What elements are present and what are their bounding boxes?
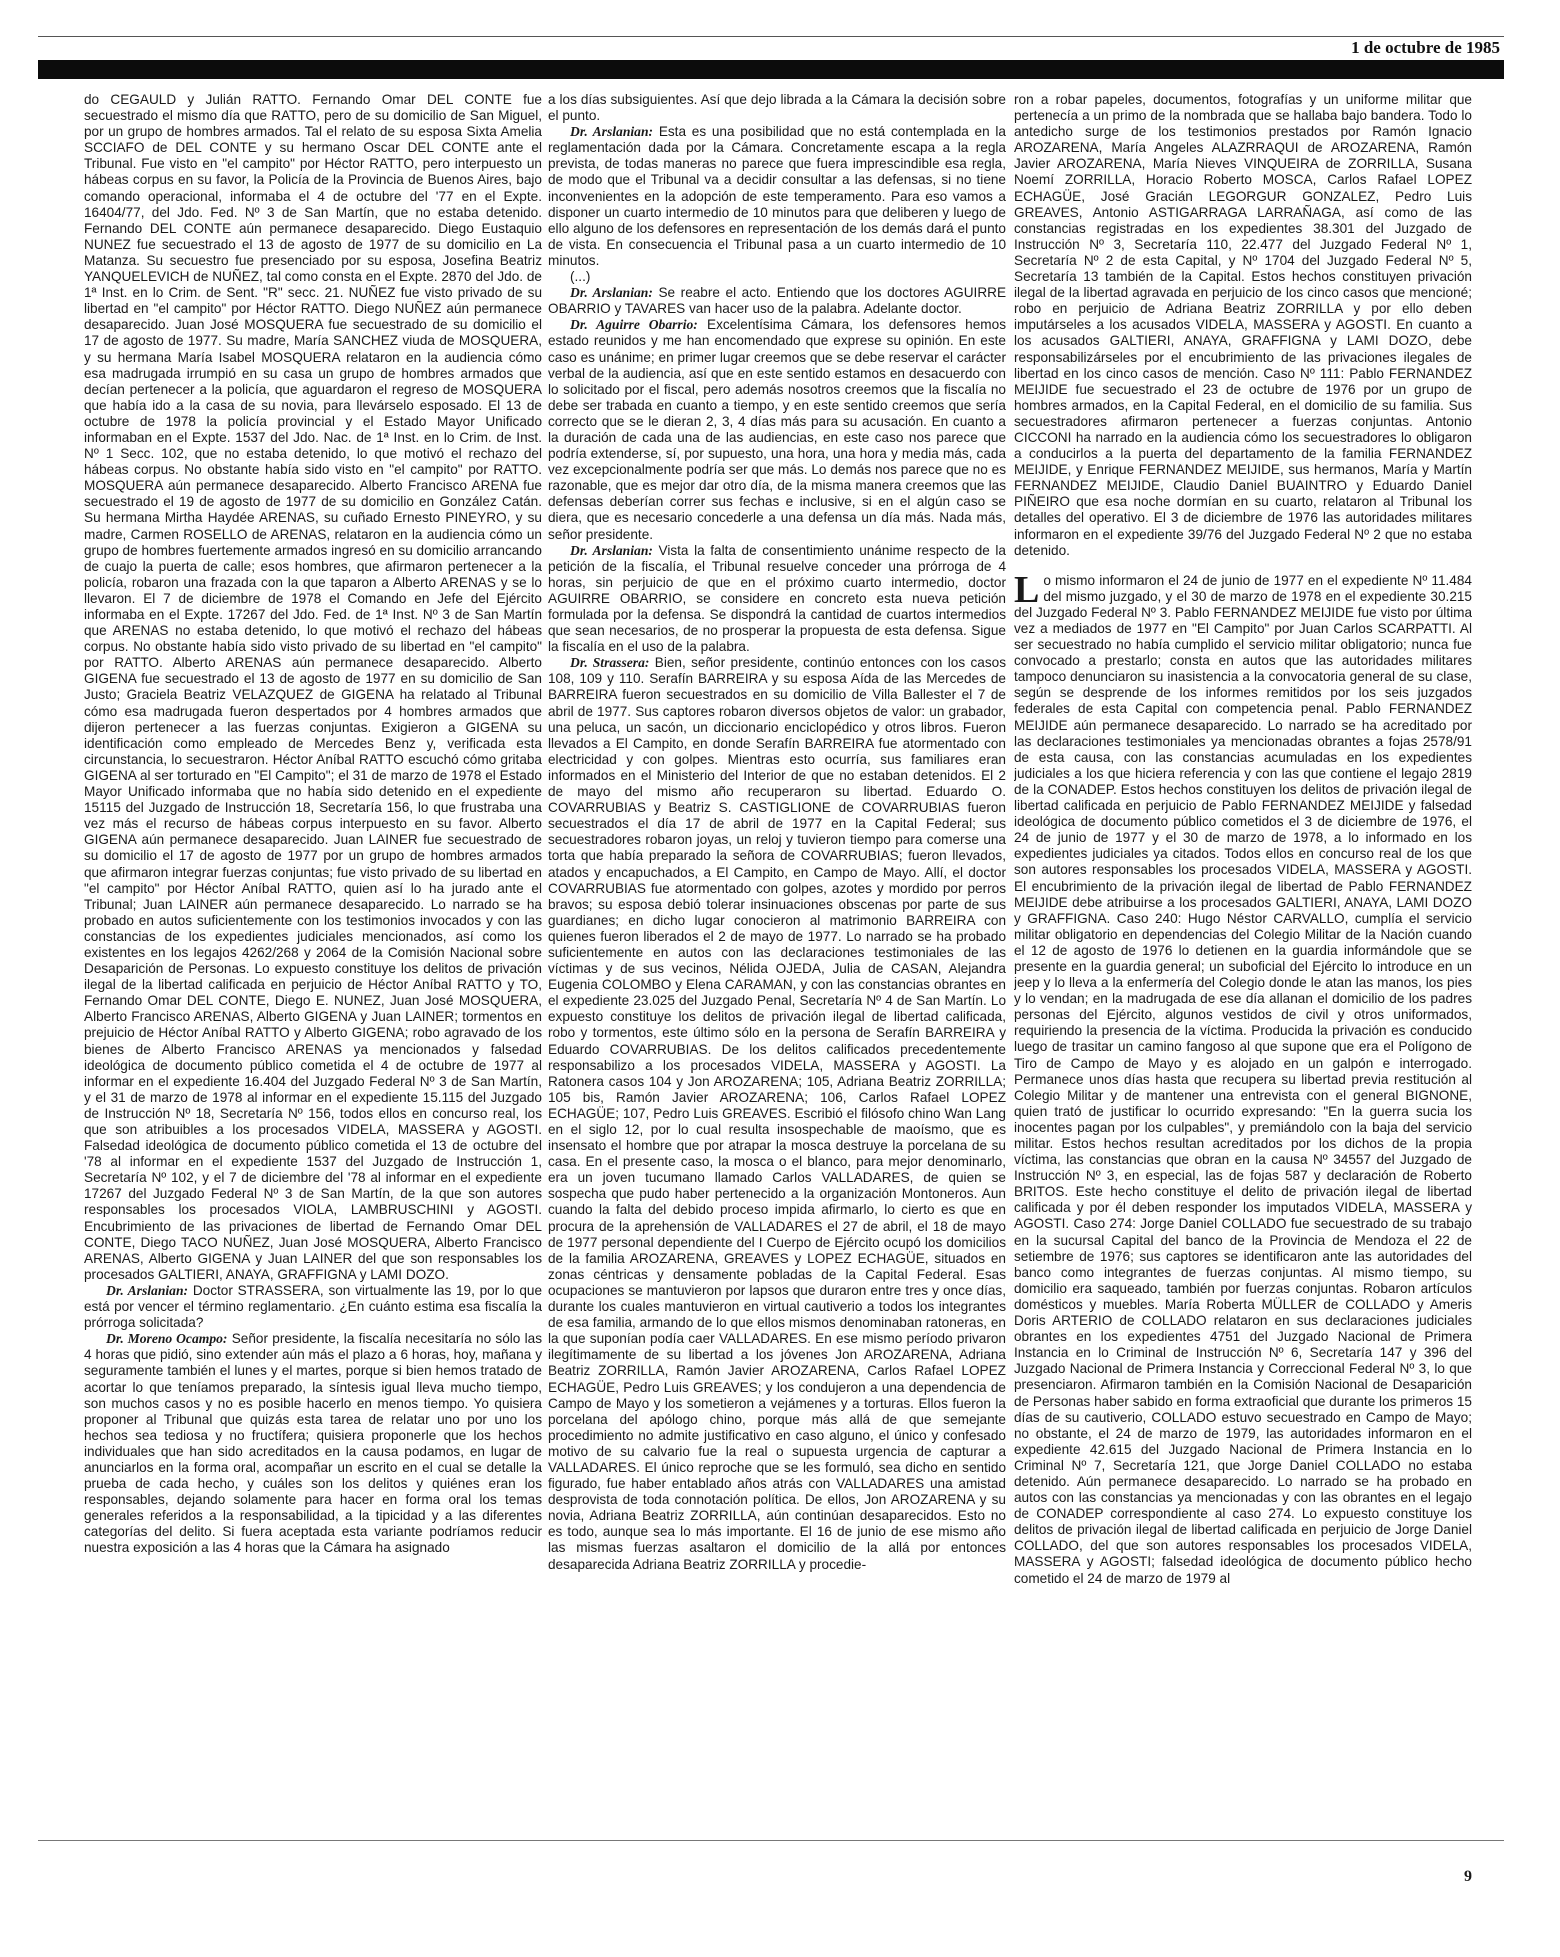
bottom-rule [38,1840,1504,1841]
drop-cap: L [1014,568,1040,611]
issue-date: 1 de octubre de 1985 [1351,38,1500,57]
paragraph-text: ron a robar papeles, documentos, fotografías y un uniforme militar que pertenecía a un primo de la nombrada que se hallaba bajo bandera. Todo lo antedicho surge de los testimonios prestados por Ramón Ignacio AROZARENA, María Angeles ALAZRRAQUI de AROZARENA, Ramón Javier AROZARENA, María Nieves VINQUEIRA de ZORRILLA, Susana Noemí ZORRILLA, Horacio Roberto MOSCA, Carlos Rafael LOPEZ ECHAGÜE, José Gracián LEGORGUR GONZALEZ, Pedro Luis GREAVES, Antonio ASTIGARRAGA LARRAÑAGA, así como de las constancias registradas en los expedientes 38.301 del Juzgado de Instrucción Nº 3, Secretaría 110, 22.477 del Juzgado Federal Nº 1, Secretaría Nº 2 de esta Capital, y Nº 1704 del Juzgado Federal Nº 5, Secretaría 13 también de la Capital. Estos hechos constituyen privación ilegal de la libertad agravada en perjuicio de los cinco casos que mencioné; robo en perjuicio de Adriana Beatriz ZORRILLA y por ello deben imputárseles a los acusados VIDELA, MASSERA y AGOSTI. En cuanto a los acusados GALTIERI, ANAYA, GRAFFIGNA y LAMI DOZO, debe responsabilizárseles por el encubrimiento de las privaciones ilegales de libertad en los cinco casos de mención. Caso Nº 111: Pablo FERNANDEZ MEIJIDE fue secuestrado el 23 de octubre de 1976 por un grupo de hombres armados, en la Capital Federal, en el domicilio de su familia. Sus secuestradores afirmaron pertenecer a fuerzas conjuntas. Antonio CICCONI ha narrado en la audiencia cómo los secuestradores lo obligaron a conducirlos a la puerta del departamento de la familia FERNANDEZ MEIJIDE, y Enrique FERNANDEZ MEIJIDE, sus hermanos, María y Martín FERNANDEZ MEIJIDE, Claudio Daniel BUAINTRO y Eduardo Daniel PIÑEIRO que esa noche dormían en su cuarto, relataron al Tribunal los detalles del operativo. El 3 de diciembre de 1976 las autoridades militares informaron en el expediente 39/76 del Juzgado Federal Nº 2 que no estaba detenido. [1014,92,1472,558]
paragraph-text: o mismo informaron el 24 de junio de 1977 en el expediente Nº 11.484 del mismo juzgado, y el 30 de marzo de 1978 en el expediente 30.215 del Juzgado Federal Nº 3. Pablo FERNANDEZ MEIJIDE fue visto por última vez a mediados de 1977 en "El Campito" por Juan Carlos SCARPATTI. Al ser secuestrado no había cumplido el servicio militar obligatorio; nunca fue convocado a prestarlo; consta en autos que las autoridades militares tampoco denunciaron su inasistencia a la convocatoria general de su clase, según se desprende de los informes remitidos por los seis juzgados federales de esta Capital con competencia penal. Pablo FERNANDEZ MEIJIDE aún permanece desaparecido. Lo narrado se ha acreditado por las declaraciones testimoniales ya mencionadas obrantes a fojas 2578/91 de esta causa, con las constancias acumuladas en los expedientes judiciales a los que hiciera referencia y con las que contiene el legajo 2819 de la CONADEP. Estos hechos constituyen los delitos de privación ilegal de libertad calificada en perjuicio de Pablo FERNANDEZ MEIJIDE y falsedad ideológica de documento público cometidos el 3 de diciembre de 1976, el 24 de junio de 1977 y el 30 de marzo de 1978, a lo informado en los expedientes judiciales ya citados. Todos ellos en concurso real de los que son autores responsables los procesados VIDELA, MASSERA y AGOSTI. El encubrimiento de la privación ilegal de libertad de Pablo FERNANDEZ MEIJIDE debe atribuirse a los procesados GALTIERI, ANAYA, LAMI DOZO y GRAFFIGNA. Caso 240: Hugo Néstor CARVALLO, cumplía el servicio militar obligatorio en dependencias del Colegio Militar de la Nación cuando el 12 de agosto de 1976 lo detienen en la guardia informándole que se presente en la guardia general; un suboficial del Ejército lo introduce en un jeep y lo lleva a la enfermería del Colegio donde le atan las manos, los pies y lo vendan; en la madrugada de ese día allanan el domicilio de los padres personas del Ejército, algunos vestidos de civil y otros uniformados, requiriendo la presencia de la víctima. Producida la privación es conducido luego de trasitar un camino fangoso al que supone que era el Polígono de Tiro de Campo de Mayo y es alojado en un galpón e interrogado. Permanece unos días hasta que recupera su libertad previa restitución al Colegio Militar y de mantener una entrevista con el general BIGNONE, quien trató de justificar lo ocurrido expresando: "En la guerra sucia los inocentes pagan por los culpables", y premiándolo con la baja del servicio militar. Estos hechos resultan acreditados por los dichos de la propia víctima, las constancias que obran en la causa Nº 34557 del Juzgado de Instrucción Nº 3, en especial, las de fojas 587 y declaración de Roberto BRITOS. Este hecho constituye el delito de privación ilegal de libertad calificada y por él deben responder los imputados VIDELA, MASSERA y AGOSTI. Caso 274: Jorge Daniel COLLADO fue secuestrado de su trabajo en la sucursal Capital del banco de la Provincia de Mendoza el 22 de setiembre de 1976; sus captores se identificaron ante las autoridades del banco como integrantes de fuerzas conjuntas. Al mismo tiempo, su domicilio era saqueado, también por fuerzas conjuntas. Robaron artículos domésticos y muebles. María Roberta MÜLLER de COLLADO y Ameris Doris ARTERIO de COLLADO relataron en sus declaraciones judiciales obrantes en los expedientes 4751 del Juzgado Nacional de Primera Instancia en lo Criminal de Instrucción Nº 6, Secretaría 147 y 396 del Juzgado Nacional de Primera Instancia y Correccional Federal Nº 3, lo que presenciaron. Afirmaron también en la Comisión Nacional de Desaparición de Personas haber sabido en forma extraoficial que durante los primeros 15 días de su cautiverio, COLLADO estuvo secuestrado en Campo de Mayo; no obstante, el 24 de marzo de 1979, las autoridades informaron en el expediente 42.615 del Juzgado Nacional de Primera Instancia en lo Criminal Nº 7, Secretaría 121, que Jorge Daniel COLLADO no estaba detenido. Aún permanece desaparecido. Lo narrado se ha probado en autos con las constancias ya mencionadas y con las obrantes en el legajo de CONADEP correspondiente al caso 274. Lo expuesto constituye los delitos de privación ilegal de libertad calificada en perjuicio de Jorge Daniel COLLADO, del que son autores responsables los procesados VIDELA, MASSERA y AGOSTI; falsedad ideológica de documento público hecho cometido el 24 de marzo de 1979 al [1014,572,1472,1586]
paragraph [1014,92,1472,559]
speaker-label: Dr. Arslanian: [106,1282,189,1298]
paragraph [84,1283,542,1331]
paragraph-text: Se reabre el acto. Entiendo que los doctores AGUIRRE OBARRIO y TAVARES van hacer uso de la palabra. Adelante doctor. [548,285,1006,317]
paragraph [548,285,1006,317]
paragraph-text: Doctor STRASSERA, son virtualmente las 19, por lo que está por vencer el término reglamentario. ¿En cuánto estima esa fiscalía la prórroga solicitada? [84,1282,542,1331]
paragraph [548,655,1006,1572]
paragraph-text: Bien, señor presidente, continúo entonces con los casos 108, 109 y 110. Serafín BARREIRA y su esposa Aída de las Mercedes de BARREIRA fueron secuestrados en su domicilio de Villa Ballester el 7 de abril de 1977. Sus captores robaron diversos objetos de valor: un grabador, una peluca, un sacón, un diccionario enciclopédico y otros libros. Fueron llevados a El Campito, en donde Serafín BARREIRA fue atormentado con electricidad y con golpes. Mientras esto ocurría, sus familiares eran informados en el Ministerio del Interior de que no estaban detenidos. El 2 de mayo del mismo año recuperaron su libertad. Eduardo O. COVARRUBIAS y Beatriz S. CASTIGLIONE de COVARRUBIAS fueron secuestrados el día 17 de abril de 1977 en la Capital Federal; sus secuestradores robaron joyas, un reloj y tuvieron tiempo para comerse una torta que había preparado la señora de COVARRUBIAS; fueron llevados, atados y encapuchados, a El Campito, en Campo de Mayo. Allí, el doctor COVARRUBIAS fue atormentado con golpes, azotes y mordido por perros bravos; su esposa debió tolerar insinuaciones obscenas por parte de sus guardianes; en dicho lugar conocieron al matrimonio BARREIRA con quienes fueron liberados el 2 de mayo de 1977. Lo narrado se ha probado suficientemente en autos con las declaraciones testimoniales de las víctimas y de sus vecinos, Nélida OJEDA, Julia de CASAN, Alejandra Eugenia COLOMBO y Elena CARAMAN, y con las constancias obrantes en el expediente 23.025 del Juzgado Penal, Secretaría Nº 4 de San Martín. Lo expuesto constituye los delitos de privación ilegal de libertad calificada, robo y tormentos, este último sólo en la persona de Serafín BARREIRA y Eduardo COVARRUBIAS. De los delitos calificados precedentemente responsabilizo a los procesados VIDELA, MASSERA y AGOSTI. La Ratonera casos 104 y Jon AROZARENA; 105, Adriana Beatriz ZORRILLA; 105 bis, Ramón Javier AROZARENA; 106, Carlos Rafael LOPEZ ECHAGÜE; 107, Pedro Luis GREAVES. Escribió el filósofo chino Wan Lang en el siglo 12, por lo cual resulta insospechable de maoísmo, que es insensato el hombre que por atrapar la mosca destruye la porcelana de su casa. En el presente caso, la mosca o el blanco, para mejor denominarlo, era un joven tucumano llamado Carlos VALLADARES, de quien se sospecha que pudo haber pertenecido a la organización Montoneros. Aun cuando la falta del debido proceso impida afirmarlo, lo cierto es que en procura de la aprehensión de VALLADARES el 27 de abril, el 18 de mayo de 1977 personal dependiente del I Cuerpo de Ejército ocupó los domicilios de la familia AROZARENA, GREAVES y LOPEZ ECHAGÜE, situados en zonas céntricas y densamente pobladas de la Capital Federal. Esas ocupaciones se mantuvieron por lapsos que duraron entre tres y once días, durante los cuales mantuvieron en virtual cautiverio a todos los integrantes de esa familia, armando de lo que ellos mismos denominaban ratoneras, en la que suponían podía caer VALLADARES. En ese mismo período privaron ilegítimamente de su libertad a los jóvenes Jon AROZARENA, Adriana Beatriz ZORRILLA, Ramón Javier AROZARENA, Carlos Rafael LOPEZ ECHAGÜE, Pedro Luis GREAVES; y los condujeron a una dependencia de Campo de Mayo y los sometieron a vejámenes y a torturas. Ellos fueron la porcelana del apólogo chino, porque más allá de que semejante procedimiento no admite justificativo en caso alguno, el único y confesado motivo de su calvario fue la real o supuesta urgencia de capturar a VALLADARES. El único reproche que se les formuló, sea dicho en sentido figurado, fue haber entablado años atrás con VALLADARES una amistad desprovista de toda connotación política. De ellos, Jon AROZARENA y su novia, Adriana Beatriz ZORRILLA, aún continúan desaparecidos. Esto no es todo, aunque sea lo más importante. El 16 de junio de ese mismo año las mismas fuerzas asaltaron el domicilio de la allá por entonces desaparecida Adriana Beatriz ZORRILLA y procedie- [548,655,1006,1572]
paragraph-text: Esta es una posibilidad que no está contemplada en la reglamentación dada por la Cámara. Concretamente escapa a la regla prevista, de todas maneras no parece que fuera imprescindible esa regla, de modo que el Tribunal va a decidir consultar a las defensas, si no tiene inconvenientes en la adopción de este temperamento. Para eso vamos a disponer un cuarto intermedio de 10 minutos para que deliberen y luego de ello alguno de los defensores en representación de los demás dará el punto de vista. En consecuencia el Tribunal pasa a un cuarto intermedio de 10 minutos. [548,124,1006,268]
paragraph-text: do CEGAULD y Julián RATTO. Fernando Omar DEL CONTE fue secuestrado el mismo día que RATTO, pero de su domicilio de San Miguel, por un grupo de hombres armados. Tal el relato de su esposa Sixta Amelia SCCIAFO de DEL CONTE y su hermano Oscar DEL CONTE ante el Tribunal. Fue visto en "el campito" por Héctor RATTO, pero interpuesto un hábeas corpus en su favor, la Policía de la Provincia de Buenos Aires, bajo comando operacional, informaba el 4 de octubre del '77 en el Expte. 16404/77, del Jdo. Fed. Nº 3 de San Martín, que no estaba detenido. Fernando DEL CONTE aún permanece desaparecido. Diego Eustaquio NUNEZ fue secuestrado el 13 de agosto de 1977 de su domicilio en La Matanza. Su secuestro fue presenciado por su esposa, Josefina Beatriz YANQUELEVICH de NUÑEZ, tal como consta en el Expte. 2870 del Jdo. de 1ª Inst. en lo Crim. de Sent. "R" secc. 21. NUÑEZ fue visto privado de su libertad en "el campito" por Héctor RATTO. Diego NUÑEZ aún permanece desaparecido. Juan José MOSQUERA fue secuestrado de su domicilio el 17 de agosto de 1977. Su madre, María SANCHEZ viuda de MOSQUERA, y su hermana María Isabel MOSQUERA relataron en la audiencia cómo esa madrugada irrumpió en su casa un grupo de hombres armados que decían pertenecer a la policía, que aguardaron el regreso de MOSQUERA que había ido a la casa de su novia, para llevárselo esposado. El 13 de octubre de 1978 la policía provincial y el Estado Mayor Unificado informaban en el Expte. 1537 del Jdo. Nac. de 1ª Inst. en lo Crim. de Inst. Nº 1 Secc. 102, que no estaba detenido, lo que motivó el rechazo del hábeas corpus. No obstante había sido visto en "el campito" por RATTO. MOSQUERA aún permanece desaparecido. Alberto Francisco ARENA fue secuestrado el 19 de agosto de 1977 de su domicilio en González Catán. Su hermana Mirtha Haydée ARENAS, su cuñado Ernesto PINEYRO, y su madre, Carmen ROSELLO de ARENAS, relataron en la audiencia cómo un grupo de hombres fuertemente armados ingresó en su domicilio arrancando de cuajo la puerta de calle; esos hombres, que afirmaron pertenecer a la policía, robaron una frazada con la que taparon a Alberto ARENAS y se lo llevaron. El 7 de diciembre de 1978 el Comando en Jefe del Ejército informaba en el Expte. 17267 del Jdo. Fed. de 1ª Inst. Nº 3 de San Martín que ARENAS no estaba detenido, lo que motivó el rechazo del hábeas corpus. No obstante había sido visto privado de su libertad en "el campito" por RATTO. Alberto ARENAS aún permanece desaparecido. Alberto GIGENA fue secuestrado el 13 de agosto de 1977 en su domicilio de San Justo; Graciela Beatriz VELAZQUEZ de GIGENA ha relatado al Tribunal cómo esa madrugada fueron despertados por 4 hombres armados que dijeron pertenecer a las fuerzas conjuntas. Exigieron a GIGENA su identificación como empleado de Mercedes Benz y, verificada esta circunstancia, lo secuestraron. Héctor Aníbal RATTO escuchó cómo gritaba GIGENA al ser torturado en "El Campito"; el 31 de marzo de 1978 el Estado Mayor Unificado informaba que no había sido detenido en el expediente 15115 del Juzgado de Instrucción 18, Secretaría 156, lo que frustraba una vez más el recurso de hábeas corpus interpuesto en su favor. Alberto GIGENA aún permanece desaparecido. Juan LAINER fue secuestrado de su domicilio el 17 de agosto de 1977 por un grupo de hombres armados que afirmaron integrar fuerzas conjuntas; fue visto privado de su libertad en "el campito" por Héctor Aníbal RATTO, quien así lo ha jurado ante el Tribunal; Juan LAINER aún permanece desaparecido. Lo narrado se ha probado en autos suficientemente con los testimonios invocados y con las constancias de los expedientes judiciales mencionados, así como los existentes en los legajos 4262/268 y 2064 de la Comisión Nacional sobre Desaparición de Personas. Lo expuesto constituye los delitos de privación ilegal de la libertad calificada en perjuicio de Héctor Aníbal RATTO y TO, Fernando Omar DEL CONTE, Diego E. NUNEZ, Juan José MOSQUERA, Alberto Francisco ARENAS, Alberto GIGENA y Juan LAINER; tormentos en prejuicio de Héctor Aníbal RATTO y Alberto GIGENA; robo agravado de los bienes de Alberto Francisco ARENAS ya mencionados y falsedad ideológica de documento público cometida el 4 de octubre de 1977 al informar en el expediente 16.404 del Juzgado Federal Nº 3 de San Martín, y el 31 de marzo de 1978 al informar en el expediente 15.115 del Juzgado de Instrucción Nº 18, Secretaría Nº 156, todos ellos en concurso real, los que son atribuibles a los procesados VIDELA, MASSERA y AGOSTI. Falsedad ideológica de documento público cometida el 13 de octubre del '78 al informar en el expediente 1537 del Juzgado de Instrucción 1, Secretaría Nº 102, y el 7 de diciembre del '78 al informar en el expediente 17267 del Juzgado Federal Nº 3 de San Martín, de la que son autores responsables los procesados VIOLA, LAMBRUSCHINI y AGOSTI. Encubrimiento de las privaciones de libertad de Fernando Omar DEL CONTE, Diego TACO NUÑEZ, Juan José MOSQUERA, Alberto Francisco ARENAS, Alberto GIGENA y Juan LAINER del que son responsables los procesados GALTIERI, ANAYA, GRAFFIGNA y LAMI DOZO. [84,92,542,1282]
speaker-label: Dr. Arslanian: [570,124,654,140]
paragraph [84,1331,542,1556]
paragraph [548,92,1006,124]
header-band [38,60,1504,79]
speaker-label: Dr. Strassera: [570,655,650,671]
paragraph [1014,568,1472,1587]
paragraph-text: Vista la falta de consentimiento unánime respecto de la petición de la fiscalía, el Tribunal resuelve conceder una prórroga de 4 horas, sin perjuicio de que en el próximo cuarto intermedio, doctor AGUIRRE OBARRIO, se considere en concreto esta nueva petición formulada por la defensa. Se dispondrá la cantidad de cuartos intermedios que sean necesarios, de no prosperar la propuesta de esta defensa. Sigue la fiscalía en el uso de la palabra. [548,542,1006,655]
text-column-3 [1014,92,1472,1827]
paragraph-text: Señor presidente, la fiscalía necesitaría no sólo las 4 horas que pidió, sino extender aún más el plazo a 6 horas, hoy, mañana y seguramente también el lunes y el martes, porque si bien hemos tratado de acortar lo que teníamos preparado, la síntesis igual lleva mucho tiempo, son muchos casos y no es posible hacerlo en menos tiempo. Yo quisiera proponer al Tribunal que quizás esta tarea de relatar uno por uno los hechos sea tediosa y no fructífera; quisiera proponerle que los hechos individuales que han sido acreditados en la causa podamos, en lugar de anunciarlos en la forma oral, acompañar un escrito en el cual se detalle la prueba de cada hecho, y cuáles son los delitos y quiénes eran los responsables, dejando solamente para hacer en forma oral los temas generales referidos a la responsabilidad, a la tipicidad y a las diferentes categorías del delito. Si fuera aceptada esta variante podríamos reducir nuestra exposición a las 4 horas que la Cámara ha asignado [84,1331,542,1556]
paragraph [548,269,1006,285]
text-column-2 [548,92,1006,1827]
paragraph [548,543,1006,656]
top-rule [38,36,1504,37]
speaker-label: Dr. Moreno Ocampo: [106,1331,228,1347]
page-number: 9 [1464,1868,1472,1885]
paragraph-text: (...) [570,269,591,285]
speaker-label: Dr. Arslanian: [570,542,653,558]
speaker-label: Dr. Aguirre Obarrio: [570,317,698,333]
paragraph [548,124,1006,269]
text-column-1 [84,92,542,1827]
paragraph-text: a los días subsiguientes. Así que dejo librada a la Cámara la decisión sobre el punto. [548,92,1006,124]
paragraph [548,317,1006,542]
paragraph [84,92,542,1283]
paragraph-text: Excelentísima Cámara, los defensores hemos estado reunidos y me han encomendado que exprese su opinión. En este caso es unánime; en primer lugar creemos que se debe reservar el carácter verbal de la audiencia, así que en este sentido estamos en desacuerdo con lo solicitado por el fiscal, pero además nosotros creemos que la fiscalía no debe ser trabada en cuanto a tiempo, y en este sentido creemos que sería correcto que se le dieran 2, 3, 4 días más para su acusación. En cuanto a la duración de cada una de las audiencias, en este caso nos parece que podría extenderse, sí, por supuesto, una hora, una hora y media más, cada vez excepcionalmente podría ser que más. Lo demás nos parece que no es razonable, que es mejor dar otro día, de la misma manera creemos que las defensas deberían correr sus fechas e inclusive, si en el algún caso se diera, que es necesario concederle a una defensa un día más. Nada más, señor presidente. [548,317,1006,542]
speaker-label: Dr. Arslanian: [570,285,653,301]
